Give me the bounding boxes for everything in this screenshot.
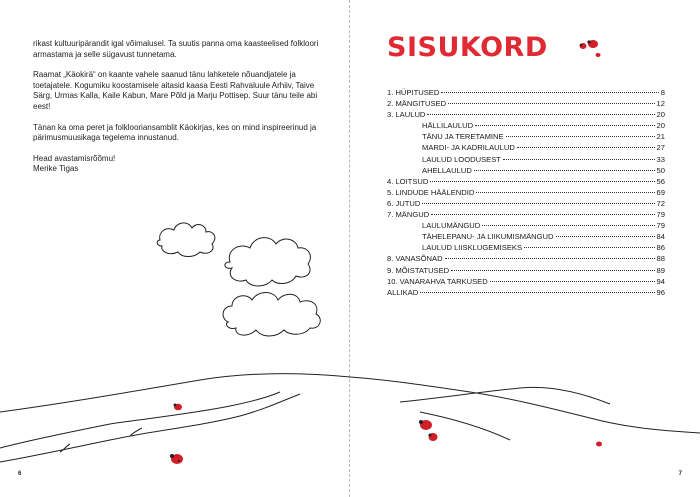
toc-item-label: 9. MÕISTATUSED bbox=[387, 265, 450, 275]
toc-item-label: 3. LAULUD bbox=[387, 110, 426, 120]
toc-item-page: 79 bbox=[656, 221, 665, 231]
landscape-illustration-right bbox=[350, 0, 700, 497]
cloud-illustration bbox=[157, 223, 215, 257]
hill-outline bbox=[350, 377, 700, 433]
toc-item-label: 4. LOITSUD bbox=[387, 176, 429, 186]
page-number-right: 7 bbox=[678, 471, 682, 477]
toc-item-label: AHELLAULUD bbox=[422, 165, 472, 175]
toc-item-label: MARDI- JA KADRILAULUD bbox=[422, 143, 515, 153]
cloud-illustration bbox=[225, 238, 310, 286]
road-outline bbox=[0, 394, 300, 462]
ladybug-icon bbox=[587, 40, 598, 48]
toc-item-page: 72 bbox=[656, 198, 665, 208]
right-page bbox=[350, 0, 700, 497]
intro-paragraph: Tänan ka oma peret ja folklooriansamblit Käokirjas, kes on mind inspireerinud ja pärimusmuusikaga tegelema innustanud. bbox=[33, 122, 317, 143]
toc-item-label: LAULUMÄNGUD bbox=[422, 221, 481, 231]
toc-item-label: HÄLLILAULUD bbox=[422, 121, 474, 131]
signature-greeting: Head avastamisrõõmu! bbox=[33, 153, 116, 163]
cloud-illustration bbox=[223, 293, 320, 337]
toc-item-page: 89 bbox=[656, 265, 665, 275]
toc-item-label: 8. VANASÕNAD bbox=[387, 254, 443, 264]
toc-item-page: 27 bbox=[656, 143, 665, 153]
toc-item-page: 84 bbox=[656, 232, 665, 242]
toc-item-label: TÄHELEPANU- JA LIIKUMISMÄNGUD bbox=[422, 232, 554, 242]
toc-item-page: 50 bbox=[656, 165, 665, 175]
toc-item-label: 2. MÄNGITUSED bbox=[387, 99, 447, 109]
signature-author: Merike Tigas bbox=[33, 164, 79, 174]
toc-item-label: 5. LINDUDE HÄÄLENDID bbox=[387, 187, 475, 197]
toc-item-page: 12 bbox=[656, 99, 665, 109]
toc-item-label: 1. HÜPITUSED bbox=[387, 88, 440, 97]
intro-paragraph: Raamat „Käokirä“ on kaante vahele saanud tänu lahketele nõuandjatele ja toetajatele. Kogumiku koostamisele aitasid kaasa Eesti Rahvaluule Arhiiv, Taive Särg, Urmas Kalla, Kaile Kabun, Mare Põld ja Marju Pottisep. Suur tänu teile abi eest! bbox=[33, 70, 318, 111]
toc-item-label: ALLIKAD bbox=[387, 287, 419, 297]
toc-item-page: 96 bbox=[656, 287, 665, 297]
toc-item-page: 86 bbox=[656, 243, 665, 253]
toc-item-page: 88 bbox=[656, 254, 665, 264]
ladybug-icon bbox=[596, 442, 602, 447]
ladybug-icon bbox=[596, 53, 601, 57]
toc-item-label: LAULUD LIISKLUGEMISEKS bbox=[422, 243, 523, 253]
toc-item-page: 8 bbox=[660, 88, 665, 97]
toc-item-page: 33 bbox=[656, 154, 665, 164]
ladybug-icon bbox=[580, 43, 587, 49]
ladybug-icon bbox=[429, 433, 438, 441]
toc-item-page: 20 bbox=[656, 110, 665, 120]
toc-item-label: 7. MÄNGUD bbox=[387, 210, 430, 220]
toc-item-page: 21 bbox=[656, 132, 665, 142]
toc-item-page: 20 bbox=[656, 121, 665, 131]
toc-item-label: 10. VANARAHVA TARKUSED bbox=[387, 276, 488, 286]
hill-outline bbox=[400, 387, 610, 404]
page-title: SISUKORD bbox=[387, 32, 548, 63]
toc-item-page: 94 bbox=[656, 276, 665, 286]
ladybug-icon bbox=[419, 420, 432, 430]
toc-item-page: 56 bbox=[656, 176, 665, 186]
ladybug-icon bbox=[170, 454, 183, 464]
toc-item-label: LAULUD LOODUSEST bbox=[422, 154, 501, 164]
toc-item-page: 69 bbox=[656, 187, 665, 197]
intro-paragraph: rikast kultuuripärandit igal võimalusel. Ta suutis panna oma kaasteelised folkloori armastama ja selle sügavust tunnetama. bbox=[33, 39, 319, 59]
road-outline bbox=[0, 392, 280, 448]
ladybug-icon bbox=[174, 404, 183, 411]
toc-item-page: 79 bbox=[656, 210, 665, 220]
toc-item-label: 6. JUTUD bbox=[387, 198, 421, 208]
toc-item-label: TÄNU JA TERETAMINE bbox=[422, 132, 504, 142]
page-number-left: 6 bbox=[18, 471, 22, 477]
